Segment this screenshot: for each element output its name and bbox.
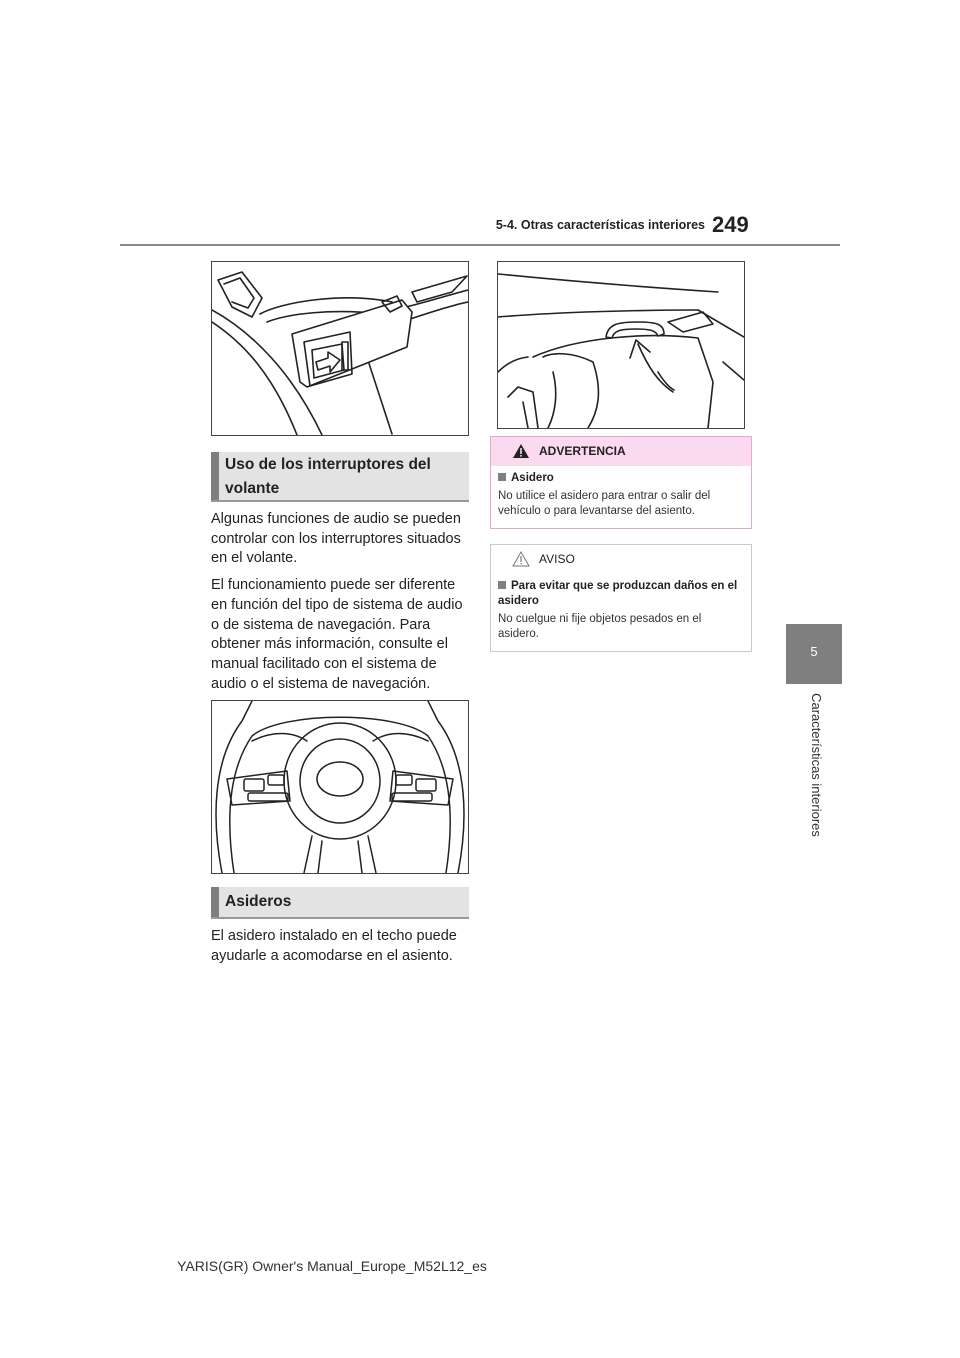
notice-item-body: No cuelgue ni fije objetos pesados en el asidero. bbox=[498, 613, 702, 640]
section-heading-grab-handles bbox=[211, 887, 469, 919]
body-text-grab-handle bbox=[211, 927, 469, 973]
notice-header bbox=[491, 545, 751, 574]
notice-item-title-text: Para evitar que se produzcan daños en el asidero bbox=[498, 580, 738, 607]
chapter-tab: 5 bbox=[786, 624, 842, 684]
warning-item-title bbox=[491, 471, 751, 486]
paragraph-operation-differs: El funcionamiento puede ser diferente en función del tipo de sistema de audio o de sistema de navegación. Para obtener más información, consulte el manual facilitado con el sistema de audio o el sistema de navegación. bbox=[211, 577, 463, 692]
header-divider bbox=[120, 244, 840, 246]
notice-item-title bbox=[491, 579, 751, 609]
warning-triangle-icon bbox=[512, 443, 530, 464]
grab-handle-illustration bbox=[497, 261, 745, 429]
section-title: 5-4. Otras características interiores bbox=[495, 218, 705, 232]
paragraph-audio-controls: Algunas funciones de audio se pueden controlar con los interruptores situados en el volante. bbox=[211, 511, 461, 567]
warning-item-body: No utilice el asidero para entrar o salir del vehículo o para levantarse del asiento. bbox=[498, 490, 711, 517]
warning-box bbox=[490, 436, 752, 529]
paragraph-grab-handle: El asidero instalado en el techo puede ayudarle a acomodarse en el asiento. bbox=[211, 928, 457, 964]
heading-accent-bar bbox=[211, 452, 219, 500]
chapter-label: Características interiores bbox=[809, 693, 824, 837]
square-bullet-icon bbox=[498, 473, 506, 481]
page-number: 249 bbox=[712, 212, 749, 237]
warning-header bbox=[491, 437, 751, 466]
heading-accent-bar bbox=[211, 887, 219, 917]
sun-visor-illustration bbox=[211, 261, 469, 436]
footer-text: YARIS(GR) Owner's Manual_Europe_M52L12_es bbox=[177, 1258, 487, 1274]
notice-box bbox=[490, 544, 752, 652]
section-heading-steering-switches bbox=[211, 452, 469, 502]
body-text-block bbox=[211, 510, 469, 701]
footer bbox=[0, 1258, 960, 1274]
heading-text: Asideros bbox=[225, 893, 292, 910]
warning-label: ADVERTENCIA bbox=[539, 444, 626, 458]
caution-triangle-icon bbox=[512, 551, 530, 572]
square-bullet-icon bbox=[498, 581, 506, 589]
notice-label: AVISO bbox=[539, 552, 575, 566]
steering-wheel-illustration bbox=[211, 700, 469, 874]
warning-item-title-text: Asidero bbox=[511, 472, 554, 484]
heading-text: Uso de los interruptores del volante bbox=[225, 456, 431, 497]
